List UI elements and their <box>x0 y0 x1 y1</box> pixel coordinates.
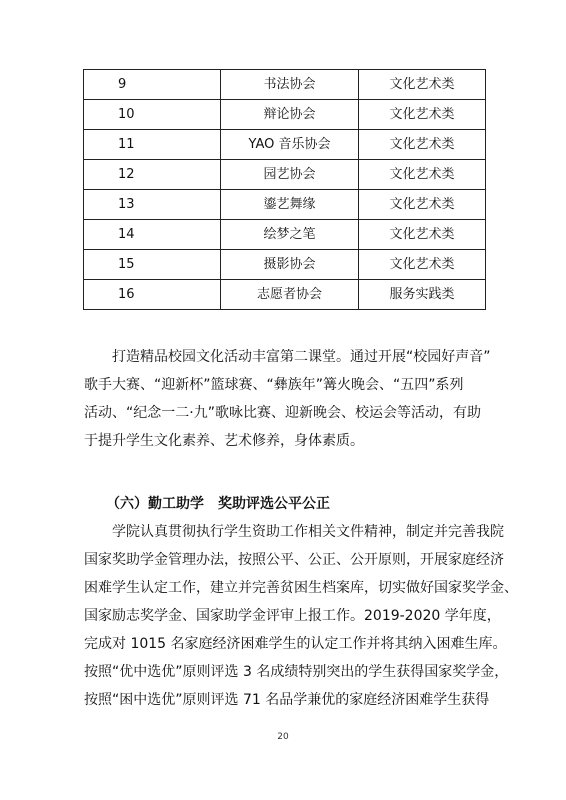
page-number: 20 <box>277 732 289 742</box>
category-cell: 文化艺术类 <box>359 160 486 190</box>
category-cell: 文化艺术类 <box>359 70 486 100</box>
paragraph-cultural-activities <box>84 343 494 455</box>
row-number-cell: 15 <box>84 250 221 280</box>
row-number-cell: 12 <box>84 160 221 190</box>
paragraph-line: 国家励志奖学金、国家助学金评审上报工作。2019-2020 学年度， <box>84 608 501 624</box>
paragraph-line: 活动、“纪念一二·九”歌咏比赛、迎新晚会、校运会等活动，有助 <box>84 405 481 421</box>
table-row <box>84 160 486 190</box>
association-table <box>83 69 486 310</box>
paragraph-line: 打造精品校园文化活动丰富第二课堂。通过开展“校园好声音” <box>112 349 491 365</box>
table-row <box>84 130 486 160</box>
row-number-cell: 11 <box>84 130 221 160</box>
category-cell: 文化艺术类 <box>359 250 486 280</box>
category-cell: 文化艺术类 <box>359 130 486 160</box>
row-number-cell: 10 <box>84 100 221 130</box>
category-cell: 文化艺术类 <box>359 220 486 250</box>
association-name-cell: 绘梦之笔 <box>221 220 359 250</box>
row-number-cell: 13 <box>84 190 221 220</box>
row-number-cell: 14 <box>84 220 221 250</box>
paragraph-line: 完成对 1015 名家庭经济困难学生的认定工作并将其纳入困难生库。 <box>84 636 507 652</box>
table-row <box>84 190 486 220</box>
category-cell: 文化艺术类 <box>359 100 486 130</box>
association-name-cell: 摄影协会 <box>221 250 359 280</box>
section-heading: （六）勤工助学 奖助评选公平公正 <box>106 496 330 512</box>
association-name-cell: 辩论协会 <box>221 100 359 130</box>
association-name-cell: 书法协会 <box>221 70 359 100</box>
paragraph-line: 国家奖助学金管理办法，按照公平、公正、公开原则，开展家庭经济 <box>84 552 504 568</box>
row-number-cell: 16 <box>84 280 221 310</box>
category-cell: 文化艺术类 <box>359 190 486 220</box>
paragraph-line: 歌手大赛、“迎新杯”篮球赛、“彝族年”篝火晚会、“五四”系列 <box>84 377 464 393</box>
table-row <box>84 250 486 280</box>
paragraph-line: 于提升学生文化素养、艺术修养，身体素质。 <box>84 433 364 449</box>
table-row <box>84 70 486 100</box>
table-row <box>84 100 486 130</box>
association-name-cell: 志愿者协会 <box>221 280 359 310</box>
paragraph-line: 学院认真贯彻执行学生资助工作相关文件精神，制定并完善我院 <box>112 524 504 540</box>
association-name-cell: YAO 音乐协会 <box>221 130 359 160</box>
paragraph-line: 按照“优中选优”原则评选 3 名成绩特别突出的学生获得国家奖学金， <box>84 664 509 680</box>
paragraph-financial-aid <box>84 518 518 714</box>
table-row <box>84 220 486 250</box>
paragraph-line: 困难学生认定工作，建立并完善贫困生档案库，切实做好国家奖学金、 <box>84 580 518 596</box>
category-cell: 服务实践类 <box>359 280 486 310</box>
association-name-cell: 鎏艺舞缘 <box>221 190 359 220</box>
paragraph-line: 按照“困中选优”原则评选 71 名品学兼优的家庭经济困难学生获得 <box>84 692 490 708</box>
association-name-cell: 园艺协会 <box>221 160 359 190</box>
table-row <box>84 280 486 310</box>
row-number-cell: 9 <box>84 70 221 100</box>
